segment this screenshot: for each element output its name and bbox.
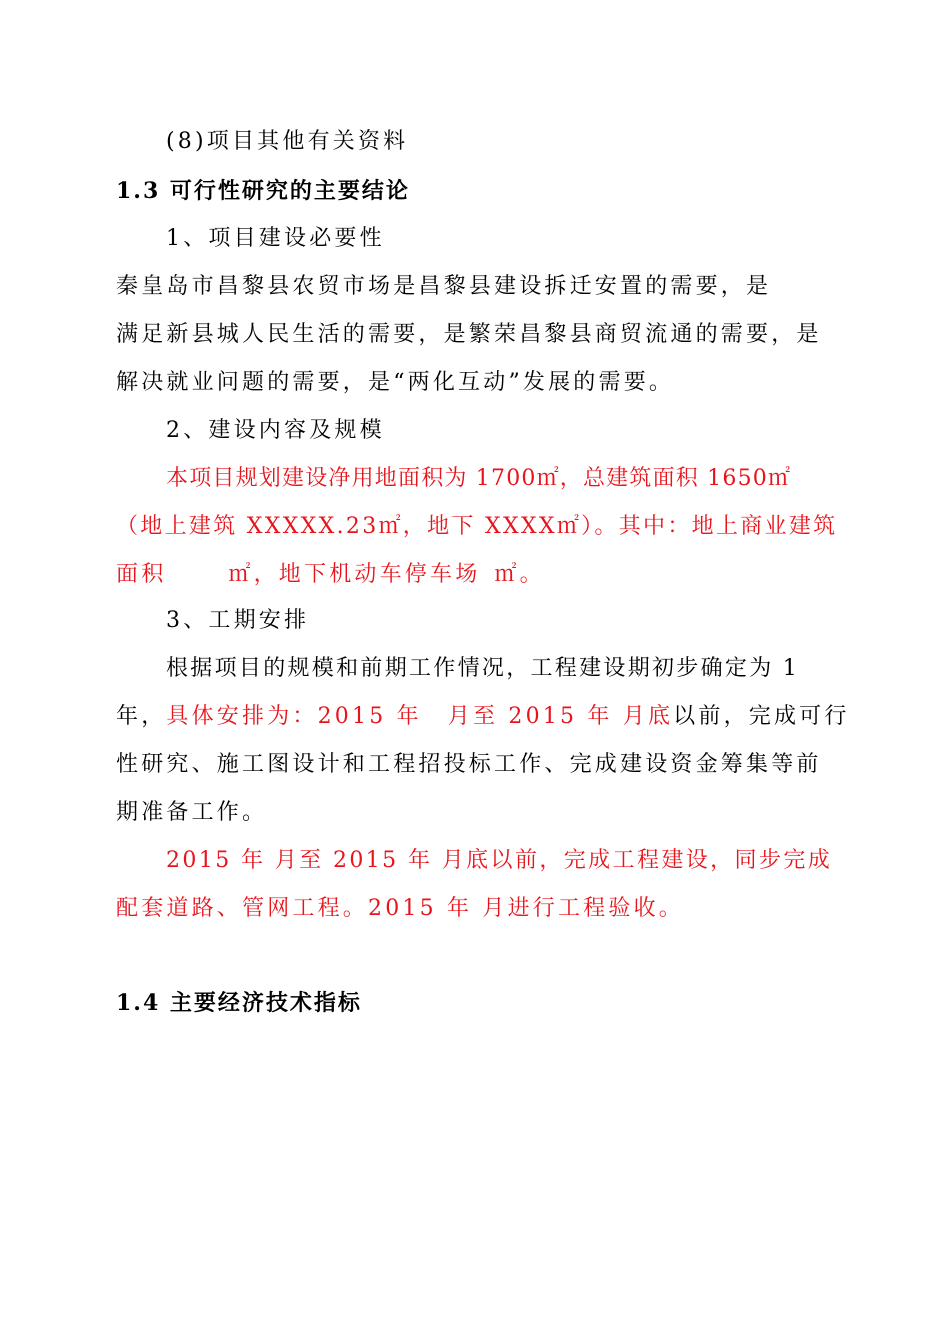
sub3-schedule-tail: 以前，完成可行 bbox=[673, 704, 850, 729]
section-1-3-heading: 1.3 可行性研究的主要结论 bbox=[116, 178, 410, 204]
sub2-para-line-3 bbox=[116, 560, 545, 590]
sub3-schedule-start: 具体安排为：2015 年 bbox=[166, 704, 422, 729]
sub1-para-line-3: 解决就业问题的需要，是“两化互动”发展的需要。 bbox=[116, 370, 675, 395]
sub3-para1-line-4: 期准备工作。 bbox=[116, 800, 268, 825]
sub1-para-line-1: 秦皇岛市昌黎县农贸市场是昌黎县建设拆迁安置的需要，是 bbox=[116, 274, 772, 299]
sub2-area-label: 面积 bbox=[116, 562, 167, 587]
sub3-heading: 3、工期安排 bbox=[166, 608, 310, 633]
sub3-para1-line-1: 根据项目的规模和前期工作情况，工程建设期初步确定为 1 bbox=[166, 656, 800, 681]
section-1-4-heading: 1.4 主要经济技术指标 bbox=[116, 990, 362, 1016]
sub1-para-line-2: 满足新县城人民生活的需要，是繁荣昌黎县商贸流通的需要，是 bbox=[116, 322, 822, 347]
sub2-para-line-2: （地上建筑 XXXXX.23㎡，地下 XXXX㎡）。其中：地上商业建筑 bbox=[116, 514, 838, 539]
sub2-heading: 2、建设内容及规模 bbox=[166, 418, 385, 443]
item-8-text: (8)项目其他有关资料 bbox=[166, 129, 409, 154]
sub3-para1-line-3: 性研究、施工图设计和工程招投标工作、完成建设资金筹集等前 bbox=[116, 752, 822, 777]
sub3-para2-line-1: 2015 年 月至 2015 年 月底以前，完成工程建设，同步完成 bbox=[166, 848, 833, 873]
sub2-para-line-1: 本项目规划建设净用地面积为 1700㎡，总建筑面积 1650㎡ bbox=[166, 466, 792, 491]
sub1-heading: 1、项目建设必要性 bbox=[166, 226, 385, 251]
sub3-para1-line-2 bbox=[116, 702, 850, 732]
sub3-schedule-end: 月至 2015 年 月底 bbox=[447, 704, 674, 729]
sub2-parking-unit: ㎡。 bbox=[494, 562, 545, 587]
sub3-year-text: 年， bbox=[116, 704, 167, 729]
sub3-para2-line-2: 配套道路、管网工程。2015 年 月进行工程验收。 bbox=[116, 896, 684, 921]
sub2-parking-label: ㎡，地下机动车停车场 bbox=[228, 562, 481, 587]
